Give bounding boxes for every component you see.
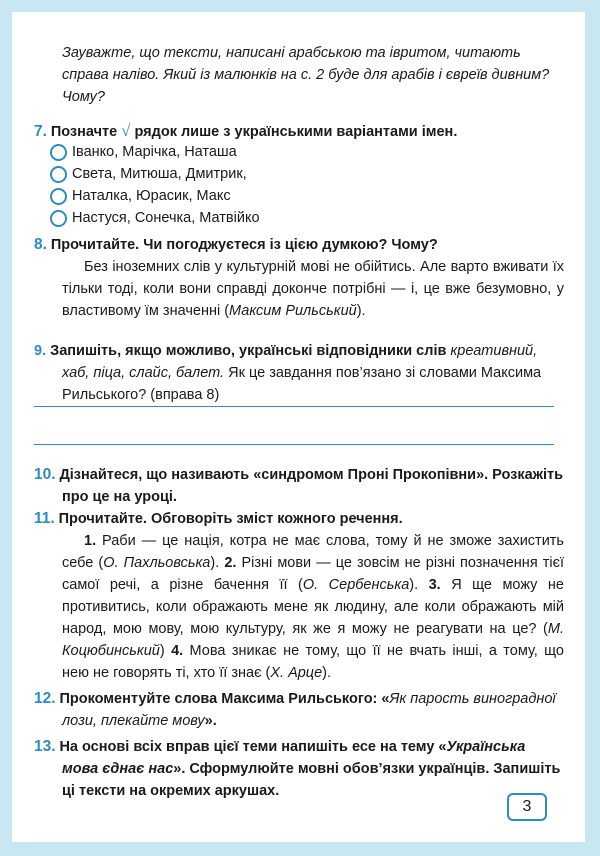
answer-line-2[interactable] bbox=[34, 444, 554, 445]
exercise-11-title: Прочитайте. Обговоріть зміст кожного речення. bbox=[58, 511, 403, 527]
radio-circle-icon[interactable] bbox=[50, 144, 67, 161]
exercise-10-title: Дізнайтеся, що називають «синдромом Проні Прокопівни». Розкажіть про це на уроці. bbox=[59, 467, 564, 505]
exercise-11 bbox=[34, 508, 564, 684]
sentence-4: Мова зникає не тому, що її не вчать інші, а тому, що нею не говорять ті, хто її знає ( bbox=[62, 643, 564, 681]
answer-line-1[interactable] bbox=[34, 406, 554, 407]
sentence-2: Різні мови — це зовсім не різні позначення тієї самої речі, а різне бачення її ( bbox=[62, 555, 565, 593]
exercise-8 bbox=[34, 234, 564, 322]
exercise-12-end: ». bbox=[204, 713, 217, 729]
checkmark-icon: √ bbox=[121, 121, 131, 140]
intro-text: Зауважте, що тексти, написані арабською та івритом, читають справа наліво. Який із малюнків на с. 2 буде для арабів і євреїв дивним? Чому? bbox=[62, 45, 550, 105]
option-2[interactable] bbox=[50, 166, 247, 183]
exercise-11-text bbox=[62, 530, 564, 684]
exercise-7-number: 7. bbox=[34, 123, 47, 140]
sentence-4-number: 4. bbox=[171, 643, 184, 659]
sentence-1: Раби — це нація, котра не має слова, тому й не зможе захистить себе ( bbox=[62, 533, 564, 571]
page-number: 3 bbox=[507, 793, 547, 821]
sentence-3-author: М. Коцюбинський bbox=[62, 621, 564, 659]
sentence-1-end: ). bbox=[210, 555, 220, 571]
exercise-8-text bbox=[62, 256, 564, 322]
exercise-12 bbox=[34, 688, 564, 732]
exercise-7-header bbox=[34, 120, 564, 143]
option-1-label: Іванко, Марічка, Наташа bbox=[72, 144, 237, 160]
option-4-label: Настуся, Сонечка, Матвійко bbox=[72, 210, 260, 226]
exercise-7-title-a: Позначте bbox=[50, 124, 118, 140]
sentence-2-author: О. Сербенська bbox=[302, 577, 410, 593]
radio-circle-icon[interactable] bbox=[50, 210, 67, 227]
option-4[interactable] bbox=[50, 210, 260, 227]
exercise-12-title: Прокоментуйте слова Максима Рильського: « bbox=[59, 691, 390, 707]
sentence-1-author: О. Пахльовська bbox=[103, 555, 211, 571]
exercise-13-theme: Українська мова єднає нас bbox=[62, 739, 526, 777]
sentence-3: Я ще можу не противитись, коли ображають мене як людину, але коли ображають мій народ, мою мову, мою культуру, як же я можу не реагувати на це? ( bbox=[62, 577, 564, 637]
exercise-10-number: 10. bbox=[34, 466, 56, 483]
exercise-11-number: 11. bbox=[34, 510, 55, 527]
quote-text: Без іноземних слів у культурній мові не обійтись. Але варто вживати їх тільки тоді, коли вони справді доконче потрібні — і, це вже безумовно, у властивому їм значенні ( bbox=[62, 259, 564, 319]
exercise-13 bbox=[34, 736, 564, 802]
option-2-label: Света, Митюша, Дмитрик, bbox=[72, 166, 247, 182]
quote-end: ). bbox=[356, 303, 366, 319]
exercise-13-number: 13. bbox=[34, 738, 56, 755]
option-3-label: Наталка, Юрасик, Макс bbox=[72, 188, 231, 204]
exercise-13-title-a: На основі всіх вправ цієї теми напишіть есе на тему « bbox=[59, 739, 447, 755]
exercise-8-title: Прочитайте. Чи погоджуєтеся із цією думкою? Чому? bbox=[50, 237, 438, 253]
exercise-9-words: креативний, хаб, піца, слайс, балет. bbox=[62, 343, 538, 381]
sentence-1-number: 1. bbox=[84, 533, 97, 549]
page-sheet bbox=[12, 12, 585, 842]
radio-circle-icon[interactable] bbox=[50, 166, 67, 183]
sentence-3-number: 3. bbox=[428, 577, 441, 593]
option-1[interactable] bbox=[50, 144, 237, 161]
sentence-4-end: ). bbox=[322, 665, 332, 681]
radio-circle-icon[interactable] bbox=[50, 188, 67, 205]
sentence-3-end: ) bbox=[159, 643, 165, 659]
exercise-10 bbox=[34, 464, 564, 508]
exercise-9-title: Запишіть, якщо можливо, українські відповідники слів bbox=[50, 343, 447, 359]
exercise-8-number: 8. bbox=[34, 236, 47, 253]
exercise-9-number: 9. bbox=[34, 343, 47, 359]
exercise-12-number: 12. bbox=[34, 690, 56, 707]
exercise-9 bbox=[34, 340, 564, 406]
exercise-12-quote: Як парость виноградної лози, плекайте мову bbox=[62, 691, 556, 729]
sentence-4-author: Х. Арце bbox=[270, 665, 323, 681]
sentence-2-number: 2. bbox=[224, 555, 237, 571]
exercise-9-text: Як це завдання пов’язано зі словами Максима Рильського? (вправа 8) bbox=[62, 365, 542, 403]
option-3[interactable] bbox=[50, 188, 231, 205]
exercise-13-title-b: ». Сформулюйте мовні обов’язки українців. Запишіть ці тексти на окремих аркушах. bbox=[62, 761, 561, 799]
quote-author: Максим Рильський bbox=[229, 303, 357, 319]
exercise-7-title-b: рядок лише з українськими варіантами імен. bbox=[134, 124, 458, 140]
sentence-2-end: ). bbox=[409, 577, 419, 593]
